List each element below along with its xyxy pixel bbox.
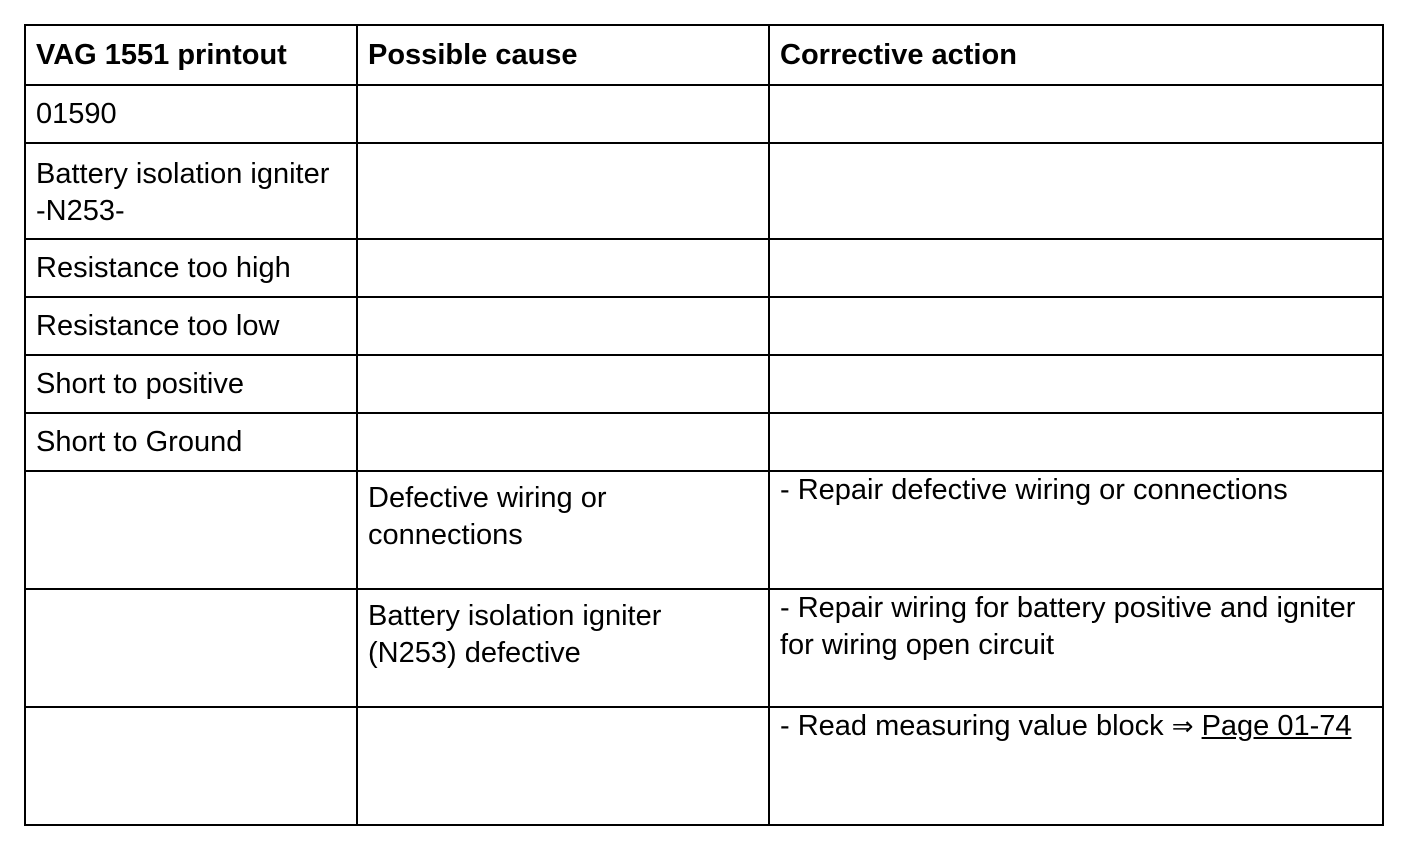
empty-cell [357,355,769,413]
empty-cell [769,143,1383,239]
empty-cell [357,297,769,355]
action-text: - Read measuring value block [780,710,1164,742]
component-cell: Battery isolation igniter -N253- [25,143,357,239]
table-row [25,239,1383,297]
cause-cell: Battery isolation igniter (N253) defective [357,589,769,707]
action-cell: - Repair wiring for battery positive and igniter for wiring open circuit [769,589,1383,707]
empty-cell [357,85,769,143]
empty-cell [769,355,1383,413]
fault-type-cell: Short to positive [25,355,357,413]
right-arrow-icon: ⇒ [1171,712,1194,742]
empty-cell [25,589,357,707]
page-link[interactable]: Page 01-74 [1201,710,1352,742]
empty-cell [769,297,1383,355]
empty-cell [25,471,357,589]
table-row [25,589,1383,707]
empty-cell [769,85,1383,143]
header-printout: VAG 1551 printout [25,25,357,85]
empty-cell [769,413,1383,471]
header-corrective-action: Corrective action [769,25,1383,85]
cause-cell: Defective wiring or connections [357,471,769,589]
empty-cell [357,239,769,297]
header-row [25,25,1383,85]
fault-type-cell: Resistance too high [25,239,357,297]
fault-type-cell: Short to Ground [25,413,357,471]
diagnostic-table [24,24,1384,826]
empty-cell [25,707,357,825]
header-possible-cause: Possible cause [357,25,769,85]
table-row [25,471,1383,589]
action-cell: - Repair defective wiring or connections [769,471,1383,589]
table-row [25,355,1383,413]
table-row [25,297,1383,355]
empty-cell [357,413,769,471]
empty-cell [769,239,1383,297]
table-row [25,413,1383,471]
empty-cell [357,707,769,825]
table-row [25,707,1383,825]
action-cell [769,707,1383,825]
fault-type-cell: Resistance too low [25,297,357,355]
empty-cell [357,143,769,239]
table-row [25,85,1383,143]
table-row [25,143,1383,239]
fault-code-cell: 01590 [25,85,357,143]
